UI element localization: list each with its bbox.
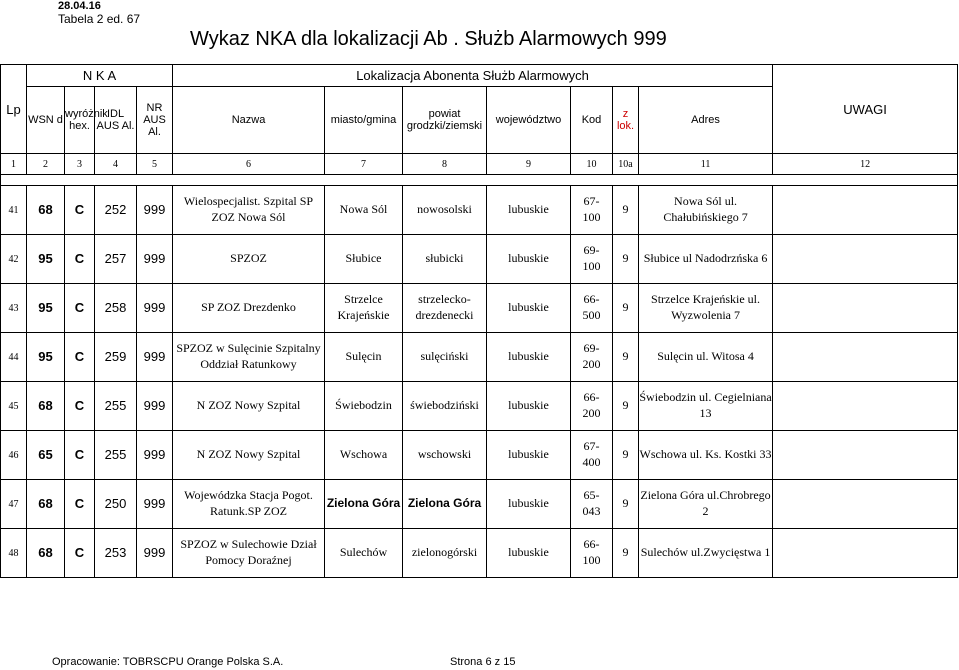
cell-nr: 999 (137, 235, 173, 284)
cell-miasto: Świebodzin (325, 382, 403, 431)
cell-kod: 66- 200 (571, 382, 613, 431)
num-cell: 12 (773, 154, 958, 175)
col-nr: NR AUS Al. (137, 87, 173, 154)
cell-uwagi (773, 480, 958, 529)
cell-z: 9 (613, 333, 639, 382)
cell-nazwa: N ZOZ Nowy Szpital (173, 431, 325, 480)
num-cell: 10a (613, 154, 639, 175)
cell-kod: 67- 100 (571, 186, 613, 235)
cell-woj: lubuskie (487, 186, 571, 235)
cell-nazwa: SPZOZ w Sulęcinie Szpitalny Oddział Ratunkowy (173, 333, 325, 382)
cell-adres: Nowa Sól ul. Chałubińskiego 7 (639, 186, 773, 235)
table-row (1, 186, 958, 235)
num-cell: 7 (325, 154, 403, 175)
table-row (1, 480, 958, 529)
cell-nazwa: Wielospecjalist. Szpital SP ZOZ Nowa Sól (173, 186, 325, 235)
col-kod: Kod (571, 87, 613, 154)
cell-miasto: Wschowa (325, 431, 403, 480)
col-wojewodztwo: województwo (487, 87, 571, 154)
cell-woj: lubuskie (487, 431, 571, 480)
cell-uwagi (773, 431, 958, 480)
cell-wsn: 68 (27, 186, 65, 235)
cell-kod: 69- 200 (571, 333, 613, 382)
cell-powiat: wschowski (403, 431, 487, 480)
cell-nr: 999 (137, 284, 173, 333)
cell-nazwa: Wojewódzka Stacja Pogot. Ratunk.SP ZOZ (173, 480, 325, 529)
cell-nr: 999 (137, 186, 173, 235)
cell-uwagi (773, 333, 958, 382)
cell-adres: Sulechów ul.Zwycięstwa 1 (639, 529, 773, 578)
cell-nr: 999 (137, 529, 173, 578)
cell-wyr: C (65, 431, 95, 480)
cell-wyr: C (65, 235, 95, 284)
cell-uwagi (773, 529, 958, 578)
cell-lp: 44 (1, 333, 27, 382)
cell-uwagi (773, 382, 958, 431)
cell-lp: 43 (1, 284, 27, 333)
col-nazwa: Nazwa (173, 87, 325, 154)
cell-wyr: C (65, 382, 95, 431)
cell-idl: 255 (95, 382, 137, 431)
cell-miasto: Sulęcin (325, 333, 403, 382)
cell-wsn: 65 (27, 431, 65, 480)
cell-wsn: 95 (27, 333, 65, 382)
cell-woj: lubuskie (487, 333, 571, 382)
cell-wyr: C (65, 333, 95, 382)
cell-wsn: 68 (27, 382, 65, 431)
cell-miasto: Słubice (325, 235, 403, 284)
cell-kod: 67- 400 (571, 431, 613, 480)
cell-idl: 255 (95, 431, 137, 480)
cell-wyr: C (65, 529, 95, 578)
cell-woj: lubuskie (487, 480, 571, 529)
cell-powiat: Zielona Góra (403, 480, 487, 529)
cell-nr: 999 (137, 333, 173, 382)
date-label: 28.04.16 (58, 0, 101, 12)
cell-nr: 999 (137, 480, 173, 529)
cell-lp: 46 (1, 431, 27, 480)
cell-z: 9 (613, 382, 639, 431)
table-row (1, 333, 958, 382)
nka-table (0, 64, 958, 578)
table-row (1, 284, 958, 333)
cell-idl: 252 (95, 186, 137, 235)
col-group-location: Lokalizacja Abonenta Służb Alarmowych (173, 65, 773, 87)
cell-uwagi (773, 284, 958, 333)
column-numbers-row (1, 154, 958, 175)
cell-lp: 48 (1, 529, 27, 578)
num-cell: 8 (403, 154, 487, 175)
num-cell: 11 (639, 154, 773, 175)
cell-lp: 42 (1, 235, 27, 284)
num-cell: 2 (27, 154, 65, 175)
cell-wyr: C (65, 480, 95, 529)
cell-lp: 45 (1, 382, 27, 431)
cell-adres: Słubice ul Nadodrzńska 6 (639, 235, 773, 284)
cell-z: 9 (613, 431, 639, 480)
num-cell: 4 (95, 154, 137, 175)
col-miasto: miasto/gmina (325, 87, 403, 154)
cell-lp: 41 (1, 186, 27, 235)
cell-powiat: słubicki (403, 235, 487, 284)
table-reference: Tabela 2 ed. 67 (58, 12, 141, 26)
num-cell: 6 (173, 154, 325, 175)
cell-z: 9 (613, 529, 639, 578)
cell-wyr: C (65, 186, 95, 235)
cell-powiat: strzelecko-drezdenecki (403, 284, 487, 333)
cell-powiat: zielonogórski (403, 529, 487, 578)
cell-wsn: 95 (27, 284, 65, 333)
cell-kod: 69- 100 (571, 235, 613, 284)
cell-adres: Strzelce Krajeńskie ul. Wyzwolenia 7 (639, 284, 773, 333)
col-wyroznik: wyróżnik hex. (65, 87, 95, 154)
cell-nazwa: SP ZOZ Drezdenko (173, 284, 325, 333)
cell-wsn: 95 (27, 235, 65, 284)
cell-lp: 47 (1, 480, 27, 529)
cell-nazwa: SPZOZ (173, 235, 325, 284)
cell-woj: lubuskie (487, 235, 571, 284)
cell-nr: 999 (137, 382, 173, 431)
table-row (1, 529, 958, 578)
cell-idl: 253 (95, 529, 137, 578)
spacer-row (1, 175, 958, 186)
cell-kod: 65- 043 (571, 480, 613, 529)
table-row (1, 431, 958, 480)
cell-z: 9 (613, 186, 639, 235)
col-wsn: WSN d (27, 87, 65, 154)
cell-wyr: C (65, 284, 95, 333)
cell-nazwa: N ZOZ Nowy Szpital (173, 382, 325, 431)
cell-woj: lubuskie (487, 382, 571, 431)
cell-idl: 258 (95, 284, 137, 333)
table-row (1, 382, 958, 431)
page-title: Wykaz NKA dla lokalizacji Ab . Służb Alarmowych 999 (190, 28, 667, 50)
cell-wsn: 68 (27, 529, 65, 578)
cell-powiat: świebodziński (403, 382, 487, 431)
cell-wsn: 68 (27, 480, 65, 529)
col-idl: IDL AUS Al. (95, 87, 137, 154)
cell-adres: Wschowa ul. Ks. Kostki 33 (639, 431, 773, 480)
cell-kod: 66- 100 (571, 529, 613, 578)
cell-adres: Sulęcin ul. Witosa 4 (639, 333, 773, 382)
cell-z: 9 (613, 235, 639, 284)
cell-idl: 259 (95, 333, 137, 382)
num-cell: 10 (571, 154, 613, 175)
cell-uwagi (773, 235, 958, 284)
col-zlok: z lok. (613, 87, 639, 154)
cell-powiat: nowosolski (403, 186, 487, 235)
cell-nr: 999 (137, 431, 173, 480)
cell-powiat: sulęciński (403, 333, 487, 382)
num-cell: 3 (65, 154, 95, 175)
cell-kod: 66- 500 (571, 284, 613, 333)
cell-adres: Zielona Góra ul.Chrobrego 2 (639, 480, 773, 529)
cell-idl: 250 (95, 480, 137, 529)
cell-woj: lubuskie (487, 284, 571, 333)
cell-nazwa: SPZOZ w Sulechowie Dział Pomocy Doraźnej (173, 529, 325, 578)
col-lp: Lp (1, 65, 27, 154)
cell-idl: 257 (95, 235, 137, 284)
cell-z: 9 (613, 480, 639, 529)
num-cell: 9 (487, 154, 571, 175)
cell-miasto: Sulechów (325, 529, 403, 578)
table-row (1, 235, 958, 284)
col-adres: Adres (639, 87, 773, 154)
cell-woj: lubuskie (487, 529, 571, 578)
cell-miasto: Strzelce Krajeńskie (325, 284, 403, 333)
cell-miasto: Zielona Góra (325, 480, 403, 529)
num-cell: 1 (1, 154, 27, 175)
footer-page: Strona 6 z 15 (450, 656, 516, 668)
cell-uwagi (773, 186, 958, 235)
cell-z: 9 (613, 284, 639, 333)
col-uwagi: UWAGI (773, 65, 958, 154)
cell-adres: Świebodzin ul. Cegielniana 13 (639, 382, 773, 431)
col-powiat: powiat grodzki/ziemski (403, 87, 487, 154)
num-cell: 5 (137, 154, 173, 175)
col-group-nka: N K A (27, 65, 173, 87)
cell-miasto: Nowa Sól (325, 186, 403, 235)
footer-author: Opracowanie: TOBRSCPU Orange Polska S.A. (52, 656, 284, 668)
